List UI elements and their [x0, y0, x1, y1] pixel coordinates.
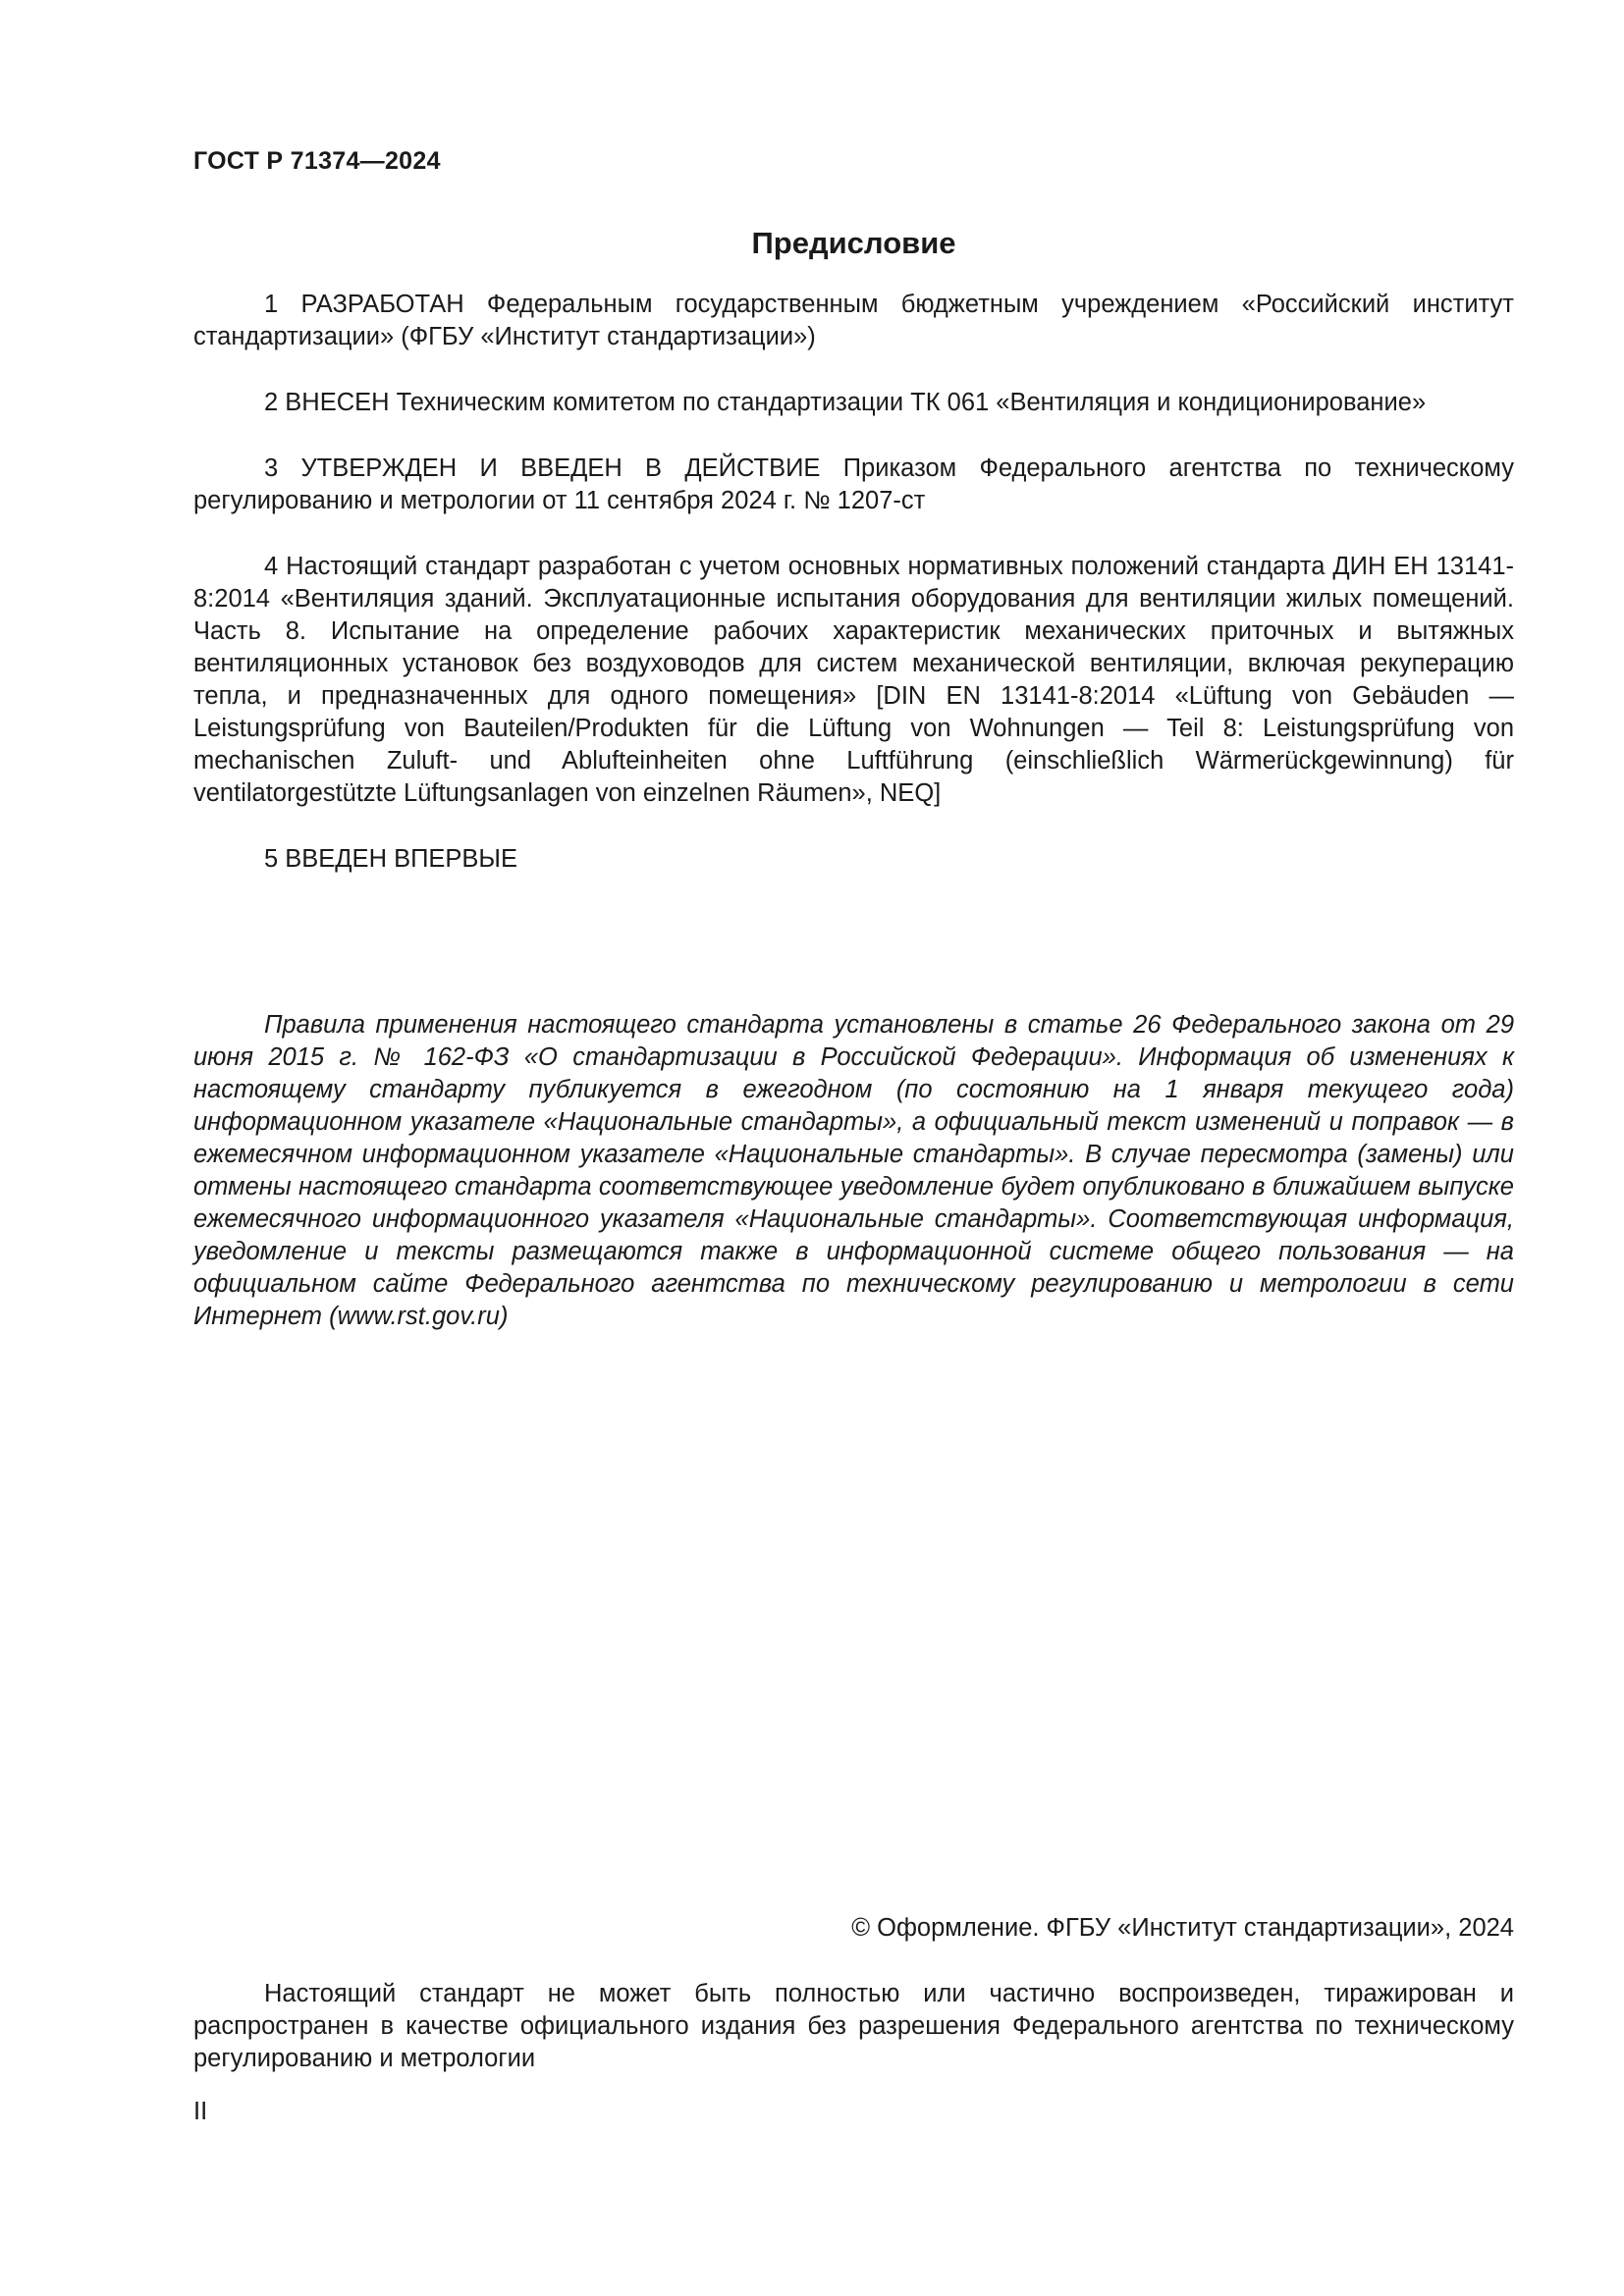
standard-code: ГОСТ Р 71374—2024 — [193, 147, 441, 175]
paragraph-first-introduced: 5 ВВЕДЕН ВПЕРВЫЕ — [264, 845, 518, 873]
foreword-section — [193, 289, 1514, 909]
paragraph-introduced: 2 ВНЕСЕН Техническим комитетом по стандартизации ТК 061 «Вентиляция и кондиционирование» — [264, 389, 1427, 416]
reproduction-notice: Настоящий стандарт не может быть полностью или частично воспроизведен, тиражирован и распространен в качестве официального издания без разрешения Федерального агентства по техническому регулированию и метрологии — [193, 1980, 1514, 2072]
application-rules: Правила применения настоящего стандарта установлены в статье 26 Федерального закона от 29 июня 2015 г. № 162-ФЗ «О стандартизации в Российской Федерации». Информация об изменениях к настоящему стандарту публикуется в ежегодном (по состоянию на 1 января текущего года) информационном указателе «Национальные стандарты», а официальный текст изменений и поправок — в ежемесячном информационном указателе «Национальные стандарты». В случае пересмотра (замены) или отмены настоящего стандарта соответствующее уведомление будет опубликовано в ближайшем выпуске ежемесячного информационного указателя «Национальные стандарты». Соответствующая информация, уведомление и тексты размещаются также в информационной системе общего пользования — на официальном сайте Федерального агентства по техническому регулированию и метрологии в сети Интернет (www.rst.gov.ru) — [193, 1011, 1514, 1330]
page-title: Предисловие — [751, 226, 956, 260]
paragraph-based-on: 4 Настоящий стандарт разработан с учетом основных нормативных положений стандарта ДИН ЕН 13141-8:2014 «Вентиляция зданий. Эксплуатационные испытания оборудования для вентиляции жилых помещений. Часть 8. Испытание на определение рабочих характеристик механических приточных и вытяжных вентиляционных установок без воздуховодов для систем механической вентиляции, включая рекуперацию тепла, и предназначенных для одного помещения» [DIN EN 13141-8:2014 «Lüftung von Gebäuden — Leistungsprüfung von Bauteilen/Produkten für die Lüftung von Wohnungen — Teil 8: Leistungsprüfung von mechanischen Zuluft- und Ablufteinheiten ohne Luftführung (einschließlich Wärmerückgewinnung) für ventilatorgestützte Lüftungsanlagen von einzelnen Räumen», NEQ] — [193, 553, 1514, 807]
copyright-line: © Оформление. ФГБУ «Институт стандартизации», 2024 — [851, 1914, 1514, 1942]
paragraph-developed: 1 РАЗРАБОТАН Федеральным государственным бюджетным учреждением «Российский институт стандартизации» (ФГБУ «Институт стандартизации») — [193, 291, 1514, 350]
page-number: II — [193, 2098, 208, 2125]
paragraph-approved: 3 УТВЕРЖДЕН И ВВЕДЕН В ДЕЙСТВИЕ Приказом Федерального агентства по техническому регулированию и метрологии от 11 сентября 2024 г. № 1207-ст — [193, 454, 1514, 514]
